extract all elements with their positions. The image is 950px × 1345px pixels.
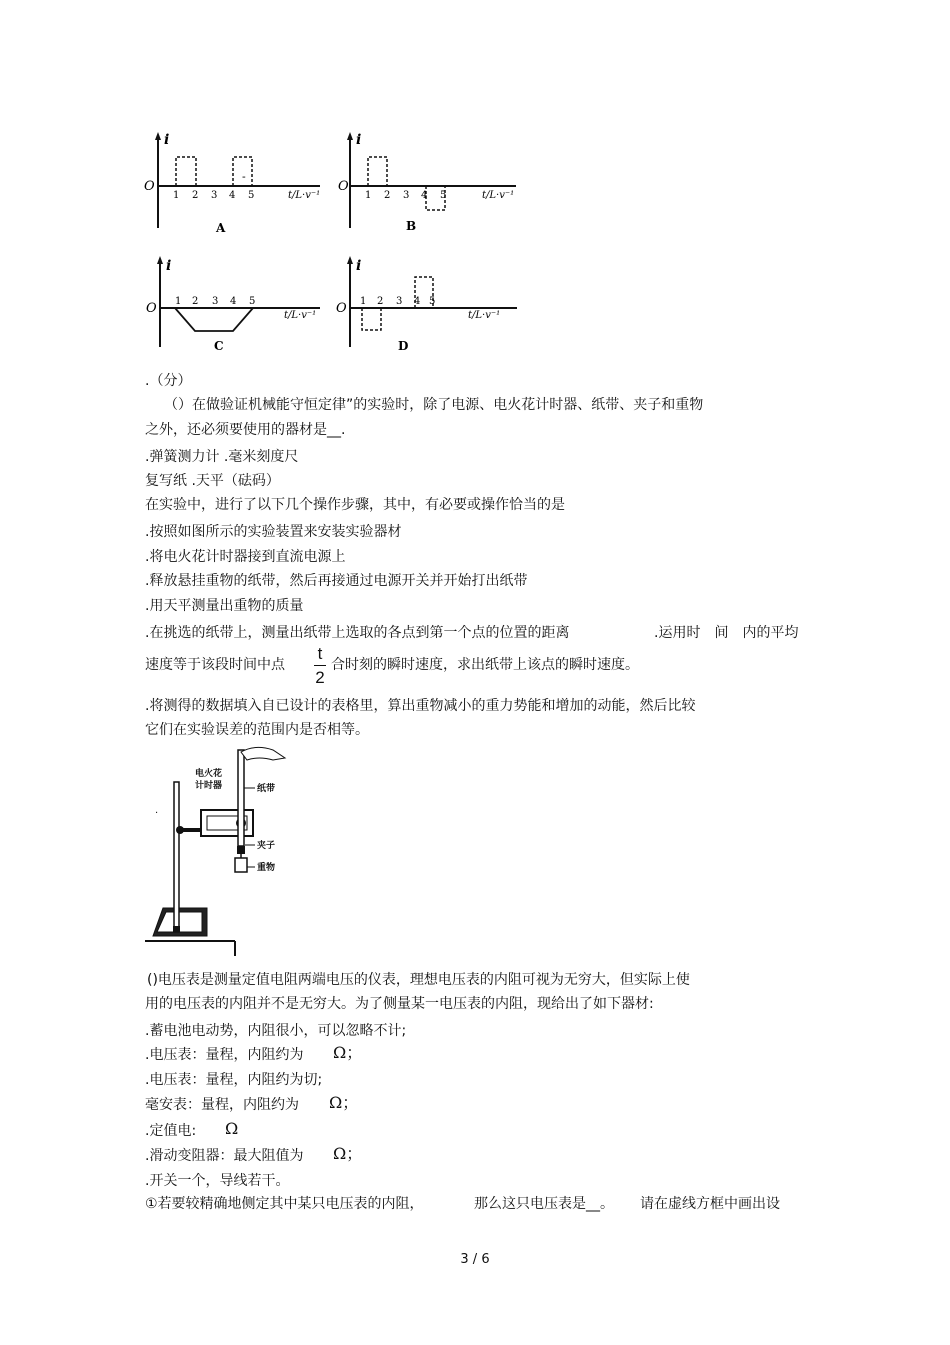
- origin-label: O: [146, 301, 157, 316]
- step-line: .在挑选的纸带上，测量出纸带上选取的各点到第一个点的位置的距离: [145, 625, 570, 641]
- axis-y-label: i: [356, 132, 362, 148]
- step-line: .用天平测量出重物的质量: [145, 598, 304, 614]
- fraction-denominator: 2: [315, 668, 325, 687]
- step-line: 合时刻的瞬时速度，求出纸带上该点的瞬时速度。: [331, 657, 639, 673]
- step-line: .将测得的数据填入自已设计的表格里，算出重物减小的重力势能和增加的动能，然后比较: [145, 698, 696, 714]
- tick-label: 3: [396, 296, 403, 307]
- tick-label: 3: [211, 190, 218, 201]
- tick-label: 2: [384, 190, 391, 201]
- graph-label: B: [406, 219, 417, 233]
- timer-label: 电火花: [195, 769, 223, 779]
- step-line: .运用时 间 内的平均: [654, 625, 799, 641]
- ohm-symbol: Ω；: [333, 1144, 363, 1163]
- equipment-line: .定值电:: [145, 1123, 197, 1139]
- step-line: .按照如图所示的实验装置来安装实验器材: [145, 524, 402, 540]
- tick-label: 2: [192, 296, 199, 307]
- axis-y-label: i: [166, 258, 172, 274]
- step-line: 速度等于该段时间中点: [145, 657, 285, 673]
- graph-b: [336, 128, 531, 238]
- question-paragraph: 在实验中，进行了以下几个操作步骤，其中，有必要或操作恰当的是: [145, 497, 565, 513]
- tick-label: 4: [229, 190, 236, 201]
- question-paragraph: ①若要较精确地侧定其中某只电压表的内阻，: [145, 1196, 424, 1212]
- step-line: 它们在实验误差的范围内是否相等。: [145, 722, 369, 738]
- option-line: 复写纸 .天平（砝码）: [145, 473, 280, 489]
- axis-x-label: t/L·v⁻¹: [482, 190, 515, 201]
- equipment-line: .滑动变阻器：最大阻值为: [145, 1148, 304, 1164]
- tick-label: 4: [230, 296, 237, 307]
- weight-label: 重物: [257, 863, 276, 873]
- question-paragraph: 之外，还必须要使用的器材是__.: [145, 422, 346, 438]
- graph-c: [140, 252, 335, 357]
- question-paragraph: 那么这只电压表是__。: [474, 1196, 614, 1212]
- axis-x-label: t/L·v⁻¹: [468, 310, 501, 321]
- graph-label: C: [214, 339, 224, 353]
- equipment-line: .蓄电池电动势，内阻很小，可以忽略不计;: [145, 1023, 407, 1039]
- graph-d: [332, 252, 532, 357]
- graph-label: D: [398, 339, 409, 353]
- tick-label: 3: [212, 296, 219, 307]
- ohm-symbol: Ω；: [333, 1043, 363, 1062]
- tick-label: 1: [365, 190, 372, 201]
- tick-label: 1: [173, 190, 180, 201]
- page-number: 3 / 6: [460, 1252, 490, 1267]
- tick-label: 1: [175, 296, 182, 307]
- axis-y-label: i: [356, 258, 362, 274]
- question-paragraph: 用的电压表的内阻并不是无穷大。为了侧量某一电压表的内阻，现给出了如下器材:: [145, 996, 654, 1012]
- tick-label: 2: [192, 190, 199, 201]
- tick-label: 3: [403, 190, 410, 201]
- question-paragraph: 请在虚线方框中画出设: [640, 1196, 780, 1212]
- equipment-line: .电压表：量程，内阻约为: [145, 1047, 304, 1063]
- origin-label: O: [338, 179, 349, 194]
- tick-label: 1: [360, 296, 367, 307]
- question-header: .（分）: [145, 373, 192, 389]
- tape-label: 纸带: [257, 784, 276, 794]
- equipment-line: 毫安表：量程，内阻约为: [145, 1097, 299, 1113]
- question-paragraph: （）在做验证机械能守恒定律”的实验时，除了电源、电火花计时器、纸带、夹子和重物: [164, 397, 704, 413]
- origin-label: O: [144, 179, 155, 194]
- clip-label: 夹子: [257, 841, 276, 851]
- ohm-symbol: Ω: [225, 1119, 239, 1138]
- fraction-bar: [314, 665, 326, 666]
- equipment-line: .电压表：量程，内阻约为切;: [145, 1072, 323, 1088]
- tick-label: 5: [248, 190, 255, 201]
- question-paragraph: ()电压表是测量定值电阻两端电压的仪表，理想电压表的内阻可视为无穷大，但实际上使: [147, 972, 690, 988]
- tick-label: 5: [440, 190, 447, 201]
- tick-label: 5: [429, 296, 436, 307]
- fraction-numerator: t: [317, 644, 323, 663]
- tick-label: 2: [377, 296, 384, 307]
- origin-label: O: [336, 301, 347, 316]
- step-line: .释放悬挂重物的纸带，然后再接通过电源开关并开始打出纸带: [145, 573, 528, 589]
- option-line: .弹簧测力计 .毫米刻度尺: [145, 449, 299, 465]
- svg-text:·: ·: [155, 808, 159, 819]
- graph-label: A: [216, 221, 226, 235]
- axis-x-label: t/L·v⁻¹: [288, 190, 321, 201]
- tick-label: 4: [414, 296, 421, 307]
- axis-x-label: t/L·v⁻¹: [284, 310, 317, 321]
- graph-mark: -: [242, 170, 246, 183]
- timer-label: 计时器: [195, 781, 223, 791]
- tick-label: 5: [249, 296, 256, 307]
- graph-a: [140, 128, 335, 238]
- ohm-symbol: Ω；: [329, 1093, 359, 1112]
- axis-y-label: i: [164, 132, 170, 148]
- step-line: .将电火花计时器接到直流电源上: [145, 549, 346, 565]
- equipment-line: .开关一个，导线若干。: [145, 1173, 290, 1189]
- tick-label: 4: [421, 190, 428, 201]
- apparatus-figure: [145, 746, 305, 958]
